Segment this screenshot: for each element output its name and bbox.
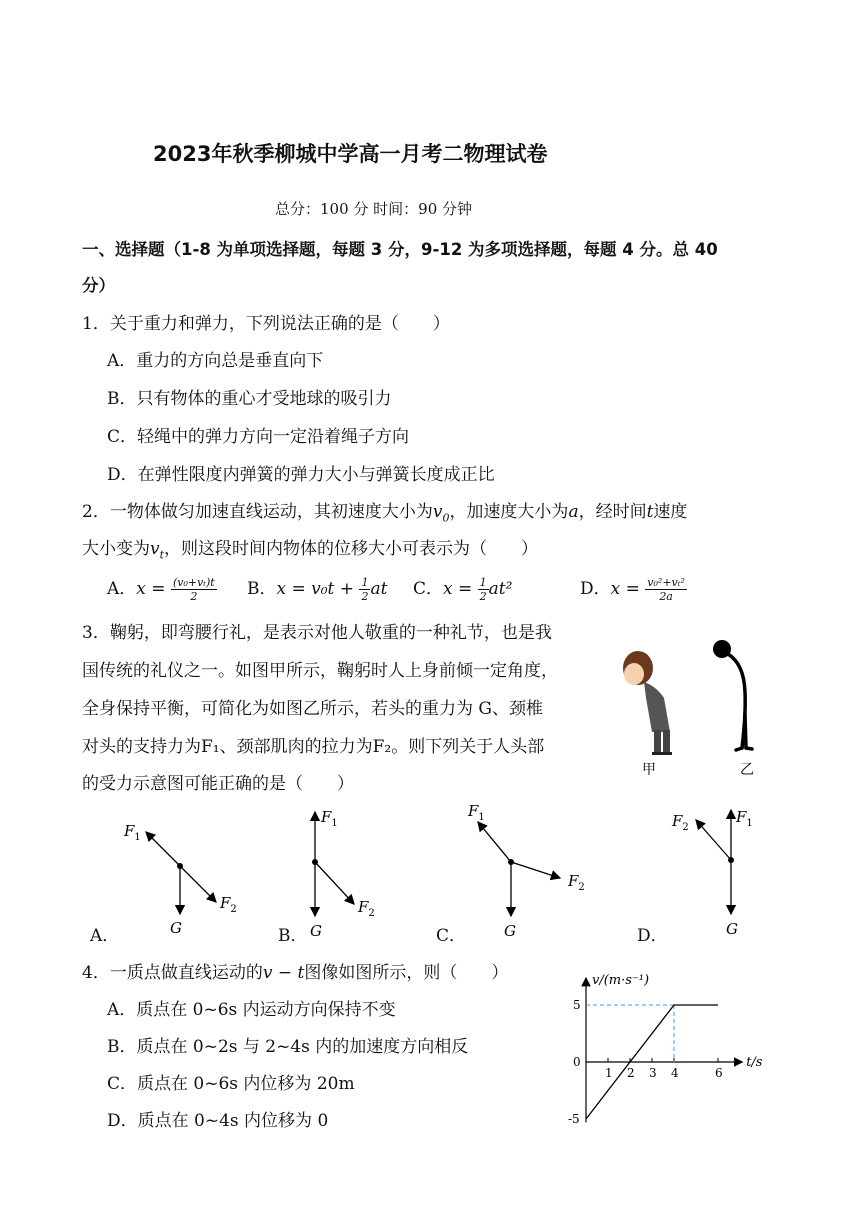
q1-option-c[interactable]: C．轻绳中的弹力方向一定沿着绳子方向 — [107, 427, 410, 447]
q3-stem-line2: 国传统的礼仪之一。如图甲所示，鞠躬时人上身前倾一定角度， — [82, 661, 558, 681]
x-tick-label: 6 — [715, 1066, 723, 1080]
q2-stem-line1: 2．一物体做匀加速直线运动，其初速度大小为$v_0$，加速度大小为a，经时间t速度 — [82, 502, 688, 525]
q2-option-a[interactable]: A．x = $\frac{\text{(v₀+vₜ)t}}{2}$ — [107, 576, 215, 603]
d-f1-label: $F_1$ — [736, 808, 753, 829]
q1-option-a[interactable]: A．重力的方向总是垂直向下 — [107, 351, 324, 371]
bowing-figure — [612, 632, 788, 778]
figure-yi-stick — [728, 654, 752, 750]
x-tick-label: 4 — [671, 1066, 679, 1080]
b-f1-label: $F_1$ — [321, 808, 338, 829]
diagram-d — [696, 810, 734, 914]
q3-option-d[interactable]: D． — [637, 926, 668, 946]
q3-stem-line1: 3．鞠躬，即弯腰行礼，是表示对他人敬重的一种礼节，也是我 — [82, 623, 552, 643]
q1-option-d[interactable]: D．在弹性限度内弹簧的弹力大小与弹簧长度成正比 — [107, 465, 495, 485]
c-f2-label: $F_2$ — [568, 872, 585, 893]
q3-stem-line4: 对头的支持力为F₁、颈部肌肉的拉力为F₂。则下列关于人头部 — [82, 737, 545, 757]
vt-chart — [556, 964, 766, 1132]
label-jia: 甲 — [642, 762, 656, 778]
q4-option-d[interactable]: D．质点在 0~4s 内位移为 0 — [107, 1111, 329, 1131]
chart-ylabel: v/(m·s⁻¹) — [592, 973, 650, 988]
d-f2-label: $F_2$ — [672, 812, 689, 833]
q2-option-b[interactable]: B．x = v₀t + $\frac{1}{2}$ at — [247, 576, 388, 603]
diagram-c — [478, 822, 560, 916]
q2-option-d[interactable]: D．x = $\frac{\text{v₀²+vₜ²}}{2a}$ — [580, 576, 685, 603]
x-tick-label: 3 — [649, 1066, 657, 1080]
q3-stem-line3: 全身保持平衡，可简化为如图乙所示，若头的重力为 G、颈椎 — [82, 699, 543, 719]
a-f2-label: $F_2$ — [220, 894, 237, 915]
figure-jia-person — [623, 651, 672, 755]
stick-head — [713, 640, 731, 658]
x-tick-label: 1 — [605, 1066, 613, 1080]
section-heading-line2: 分） — [82, 276, 115, 295]
diagram-a — [146, 832, 216, 914]
q4-option-a[interactable]: A．质点在 0~6s 内运动方向保持不变 — [107, 1000, 396, 1020]
page-title: 2023年秋季柳城中学高一月考二物理试卷 — [153, 142, 548, 166]
exam-meta: 总分：100 分 时间：90 分钟 — [275, 200, 473, 218]
a-f1-label: $F_1$ — [124, 822, 141, 843]
c-g-label: G — [504, 922, 516, 940]
q1-option-b[interactable]: B．只有物体的重心才受地球的吸引力 — [107, 389, 392, 409]
b-f2-label: $F_2$ — [358, 898, 375, 919]
q3-stem-line5: 的受力示意图可能正确的是（ ） — [82, 774, 354, 794]
a-g-label: G — [170, 919, 182, 937]
b-g-label: G — [310, 922, 322, 940]
q2-option-c[interactable]: C．x = $\frac{1}{2}$ at² — [413, 576, 513, 603]
x-tick-label: 2 — [627, 1066, 635, 1080]
q4-option-c[interactable]: C．质点在 0~6s 内位移为 20m — [107, 1074, 355, 1094]
q2-stem-line2: 大小变为$v_t$，则这段时间内物体的位移大小可表示为（ ） — [82, 539, 539, 562]
label-yi: 乙 — [740, 762, 754, 778]
q4-stem: 4．一质点做直线运动的v − t图像如图所示，则（ ） — [82, 963, 509, 983]
chart-xlabel: t/s — [746, 1055, 763, 1070]
chart-axes — [586, 978, 742, 1122]
y-tick-label: 0 — [573, 1055, 581, 1069]
d-g-label: G — [726, 920, 738, 938]
q1-stem: 1．关于重力和弹力，下列说法正确的是（ ） — [82, 314, 450, 334]
force-labels — [123, 802, 753, 940]
y-tick-label: 5 — [573, 998, 581, 1012]
q3-option-c[interactable]: C． — [436, 926, 467, 946]
q3-option-a[interactable]: A． — [90, 926, 120, 946]
q3-option-b[interactable]: B． — [278, 926, 308, 946]
q4-option-b[interactable]: B．质点在 0~2s 与 2~4s 内的加速度方向相反 — [107, 1037, 469, 1057]
chart-guides — [586, 1005, 674, 1062]
c-f1-label: $F_1$ — [468, 802, 485, 823]
y-tick-label: -5 — [568, 1112, 580, 1126]
section-heading-line1: 一、选择题（1-8 为单项选择题，每题 3 分，9-12 为多项选择题，每题 4 分。总 40 — [82, 240, 718, 259]
